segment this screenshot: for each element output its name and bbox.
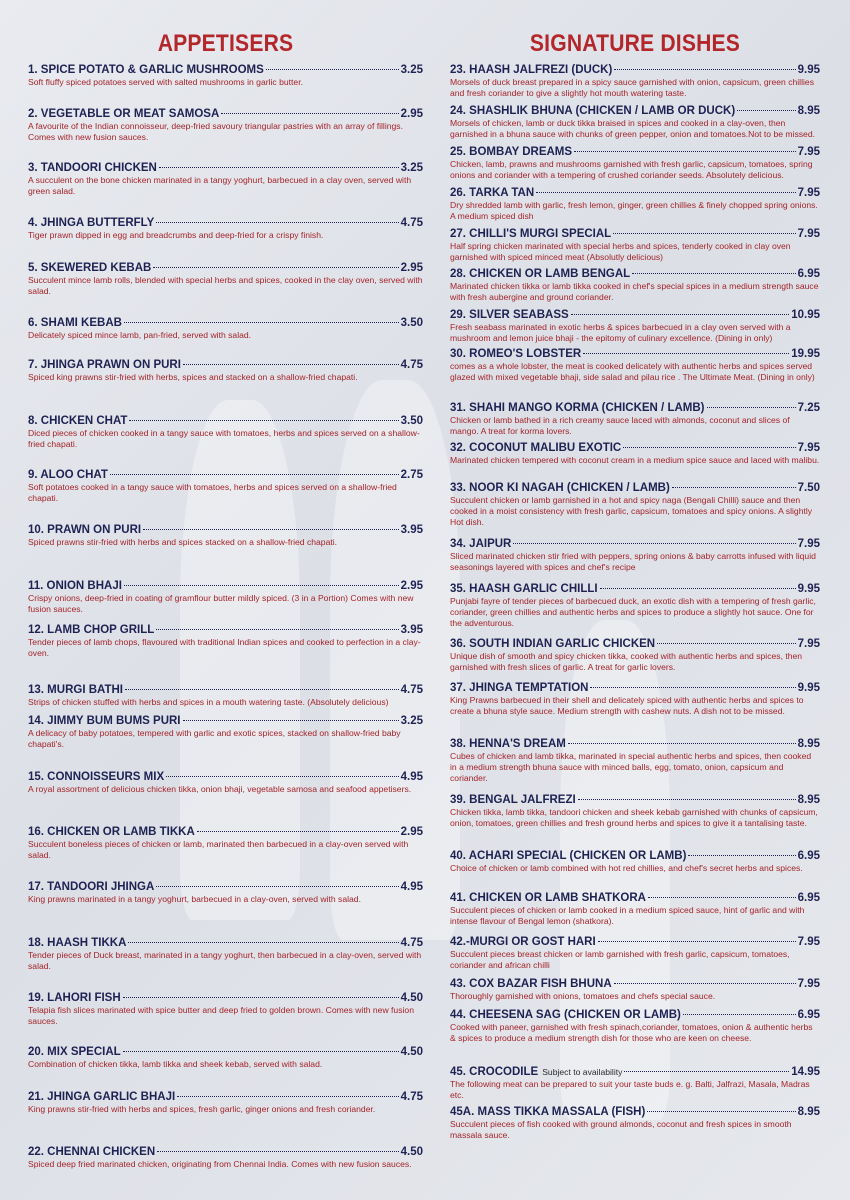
- menu-item-leader-dots: [156, 628, 398, 630]
- menu-item: [450, 105, 820, 140]
- menu-item: [28, 937, 423, 972]
- menu-item-leader-dots: [672, 486, 796, 488]
- menu-item-price: 4.75: [400, 937, 423, 949]
- menu-item: [450, 482, 820, 528]
- menu-item-price: 4.75: [400, 684, 423, 696]
- menu-item-description: Fresh seabass marinated in exotic herbs & spices barbecued in a clay oven served with a mushroom and lemon juice bhaji - the epitomy of culinary excellence. (Dining in only): [450, 322, 791, 343]
- menu-item-name: 3. TANDOORI CHICKEN: [28, 162, 157, 174]
- menu-item-header: [28, 317, 423, 329]
- menu-item-name: 45. CROCODILE: [450, 1066, 539, 1078]
- menu-item-description: Crispy onions, deep-fried in coating of gramflour butter mildly spiced. (3 in a Portion) Comes with new fusion sauces.: [28, 593, 414, 614]
- menu-item-name: 23. HAASH JALFREZI (DUCK): [450, 64, 613, 76]
- menu-item: [28, 108, 423, 143]
- menu-item-price: 8.95: [797, 1106, 820, 1118]
- menu-item-price: 9.95: [797, 682, 820, 694]
- menu-item: [28, 992, 423, 1027]
- menu-item-price: 7.95: [797, 187, 820, 199]
- menu-item: [450, 1106, 820, 1141]
- menu-item-price: 6.95: [797, 268, 820, 280]
- menu-item-header: [450, 936, 820, 948]
- menu-item-price: 4.50: [400, 1046, 423, 1058]
- menu-item-name: 38. HENNA'S DREAM: [450, 738, 566, 750]
- menu-item-leader-dots: [110, 473, 399, 475]
- menu-item: [28, 715, 423, 750]
- menu-item-name: 22. CHENNAI CHICKEN: [28, 1146, 156, 1158]
- menu-item-price: 4.75: [400, 1091, 423, 1103]
- menu-item-name: 31. SHAHI MANGO KORMA (CHICKEN / LAMB): [450, 402, 705, 414]
- menu-item: [450, 348, 820, 383]
- menu-item-leader-dots: [737, 109, 795, 111]
- menu-item: [28, 580, 423, 615]
- menu-item-name: 4. JHINGA BUTTERFLY: [28, 217, 155, 229]
- menu-item-header: [28, 624, 423, 636]
- menu-item-name: 21. JHINGA GARLIC BHAJI: [28, 1091, 176, 1103]
- menu-item-header: [450, 187, 820, 199]
- menu-item-leader-dots: [613, 232, 795, 234]
- menu-item-price: 2.75: [400, 469, 423, 481]
- menu-item-leader-dots: [647, 1110, 795, 1112]
- menu-item-name: 9. ALOO CHAT: [28, 469, 108, 481]
- menu-item-header: [28, 771, 423, 783]
- menu-item-price: 7.95: [797, 978, 820, 990]
- menu-item-description: Spiced king prawns stir-fried with herbs, spices and stacked on a shallow-fried chapati.: [28, 372, 358, 382]
- menu-item-price: 9.95: [797, 583, 820, 595]
- menu-item-leader-dots: [657, 642, 796, 644]
- menu-item-price: 7.95: [797, 638, 820, 650]
- menu-item: [28, 1091, 423, 1115]
- menu-item: [28, 881, 423, 905]
- menu-item-description: Dry shredded lamb with garlic, fresh lemon, ginger, green chillies & finely chopped spring onions. A medium spiced dish: [450, 200, 818, 221]
- menu-item-description: A favourite of the Indian connoisseur, deep-fried savoury triangular pastries with an array of fillings. Comes with new fusion sauces.: [28, 121, 403, 142]
- menu-item-leader-dots: [166, 775, 398, 777]
- menu-item-price: 2.95: [400, 108, 423, 120]
- menu-item-header: [450, 402, 820, 414]
- menu-item-header: [28, 108, 423, 120]
- signature-column: [450, 0, 820, 1140]
- menu-item-header: [450, 794, 820, 806]
- menu-item-description: Cooked with paneer, garnished with fresh spinach,coriander, tomatoes, onion & authentic herbs & spices to produce a medium strength dish for those who are keen on cheese.: [450, 1022, 813, 1043]
- menu-item-header: [28, 1146, 423, 1158]
- menu-item-header: [28, 881, 423, 893]
- menu-item: [450, 309, 820, 344]
- menu-item-leader-dots: [632, 272, 795, 274]
- menu-item-name: 33. NOOR KI NAGAH (CHICKEN / LAMB): [450, 482, 670, 494]
- menu-item-leader-dots: [143, 528, 399, 530]
- menu-item-header: [450, 1066, 820, 1078]
- menu-item-header: [28, 415, 423, 427]
- menu-item-header: [450, 105, 820, 117]
- menu-item-header: [450, 146, 820, 158]
- menu-item-header: [28, 64, 423, 76]
- menu-item-header: [450, 738, 820, 750]
- menu-item-name: 36. SOUTH INDIAN GARLIC CHICKEN: [450, 638, 656, 650]
- menu-item: [450, 936, 820, 971]
- menu-item: [28, 317, 423, 341]
- menu-item-price: 3.25: [400, 715, 423, 727]
- menu-item-name: 29. SILVER SEABASS: [450, 309, 569, 321]
- menu-item-description: Succulent boneless pieces of chicken or lamb, marinated then barbecued in a clay-oven served with salad.: [28, 839, 409, 860]
- menu-item-leader-dots: [125, 688, 399, 690]
- menu-item-name: 24. SHASHLIK BHUNA (CHICKEN / LAMB OR DUCK): [450, 105, 736, 117]
- signature-heading: SIGNATURE DISHES: [529, 30, 741, 57]
- menu-item-name: 37. JHINGA TEMPTATION: [450, 682, 589, 694]
- menu-item-price: 19.95: [791, 348, 820, 360]
- menu-item-leader-dots: [683, 1013, 796, 1015]
- menu-item-header: [28, 826, 423, 838]
- menu-item-description: Succulent pieces of chicken or lamb cooked in a medium spiced sauce, hint of garlic and with intense flavour of Bengal lemon (shatkora).: [450, 905, 805, 926]
- menu-item-header: [28, 1046, 423, 1058]
- menu-item-header: [450, 1009, 820, 1021]
- menu-item-description: Delicately spiced mince lamb, pan-fried, served with salad.: [28, 330, 252, 340]
- menu-item-name: 35. HAASH GARLIC CHILLI: [450, 583, 598, 595]
- menu-item-leader-dots: [128, 941, 398, 943]
- menu-item-header: [450, 892, 820, 904]
- menu-item-header: [28, 684, 423, 696]
- menu-item-price: 7.25: [797, 402, 820, 414]
- menu-item-price: 4.95: [400, 881, 423, 893]
- menu-item: [450, 268, 820, 303]
- menu-item-name: 11. ONION BHAJI: [28, 580, 122, 592]
- menu-item-name: 13. MURGI BATHI: [28, 684, 123, 696]
- menu-item-leader-dots: [197, 830, 399, 832]
- menu-item-price: 6.95: [797, 892, 820, 904]
- menu-item-price: 7.95: [797, 936, 820, 948]
- menu-item-name: 1. SPICE POTATO & GARLIC MUSHROOMS: [28, 64, 264, 76]
- menu-item-header: [28, 469, 423, 481]
- appetisers-column: [28, 0, 423, 1169]
- menu-item-leader-dots: [623, 446, 795, 448]
- menu-item-leader-dots: [157, 1150, 398, 1152]
- menu-item: [450, 583, 820, 629]
- appetisers-heading: APPETISERS: [157, 30, 294, 57]
- menu-item-name: 2. VEGETABLE OR MEAT SAMOSA: [28, 108, 220, 120]
- menu-item-description: Tiger prawn dipped in egg and breadcrumbs and deep-fried for a crispy finish.: [28, 230, 324, 240]
- menu-item-leader-dots: [600, 587, 796, 589]
- menu-item-leader-dots: [513, 542, 795, 544]
- menu-item-leader-dots: [183, 719, 399, 721]
- menu-item-price: 2.95: [400, 262, 423, 274]
- menu-item: [28, 162, 423, 197]
- menu-item: [28, 415, 423, 450]
- menu-item-header: [450, 850, 820, 862]
- menu-item-header: [450, 268, 820, 280]
- menu-item-price: 8.95: [797, 105, 820, 117]
- menu-item-description: Succulent chicken or lamb garnished in a hot and spicy naga (Bengali Chilli) sauce and then cooked in a moist consistency with fresh garlic, capsicum, tomatoes and spicy onions. A slightly Hot dish.: [450, 495, 813, 527]
- menu-item-price: 4.95: [400, 771, 423, 783]
- menu-item-leader-dots: [688, 854, 795, 856]
- menu-item-leader-dots: [124, 584, 399, 586]
- menu-item-name: 20. MIX SPECIAL: [28, 1046, 121, 1058]
- menu-item: [28, 771, 423, 795]
- menu-item: [450, 146, 820, 181]
- menu-item-price: 4.50: [400, 992, 423, 1004]
- menu-item: [28, 684, 423, 708]
- menu-item-description: King Prawns barbecued in their shell and delicately spiced with authentic herbs and spices to create a bhuna style sauce. Medium strength with cashew nuts. A dish not to be missed.: [450, 695, 804, 716]
- menu-item-description: Punjabi fayre of tender pieces of barbecued duck, an exotic dish with a tempering of fresh garlic, coriander, green chillies and authentic herbs and spices to produce a slightly hot sauce. One for the adventurous.: [450, 596, 816, 628]
- menu-item: [28, 826, 423, 861]
- menu-item-description: Half spring chicken marinated with special herbs and spices, tenderly cooked in clay oven garnished with spiced minced meat (Absolutly delicious): [450, 241, 791, 262]
- menu-item-leader-dots: [648, 896, 796, 898]
- menu-item-name: 18. HAASH TIKKA: [28, 937, 127, 949]
- menu-item-name: 12. LAMB CHOP GRILL: [28, 624, 155, 636]
- menu-item-price: 7.95: [797, 146, 820, 158]
- menu-item-name: 39. BENGAL JALFREZI: [450, 794, 576, 806]
- menu-item-name: 14. JIMMY BUM BUMS PURI: [28, 715, 181, 727]
- menu-item-price: 8.95: [797, 794, 820, 806]
- menu-item: [28, 1046, 423, 1070]
- menu-item-name: 15. CONNOISSEURS MIX: [28, 771, 165, 783]
- menu-item-price: 3.50: [400, 415, 423, 427]
- menu-item-description: Diced pieces of chicken cooked in a tangy sauce with tomatoes, herbs and spices served on a shallow-fried chapati.: [28, 428, 420, 449]
- menu-item-header: [28, 524, 423, 536]
- menu-item-name: 6. SHAMI KEBAB: [28, 317, 122, 329]
- menu-item-header: [450, 583, 820, 595]
- menu-item-header: [28, 992, 423, 1004]
- menu-item: [450, 738, 820, 784]
- menu-item-header: [450, 442, 820, 454]
- menu-item-header: [450, 1106, 820, 1118]
- menu-item-price: 2.95: [400, 826, 423, 838]
- menu-item-name: 34. JAIPUR: [450, 538, 512, 550]
- menu-item-price: 3.25: [400, 162, 423, 174]
- menu-item-leader-dots: [266, 68, 399, 70]
- menu-item-header: [28, 1091, 423, 1103]
- menu-item-name: 10. PRAWN ON PURI: [28, 524, 142, 536]
- menu-item-leader-dots: [571, 313, 790, 315]
- menu-item-leader-dots: [568, 742, 796, 744]
- menu-item-header: [28, 715, 423, 727]
- menu-item-leader-dots: [614, 68, 795, 70]
- menu-item: [28, 469, 423, 504]
- menu-item-price: 10.95: [791, 309, 820, 321]
- menu-item: [28, 64, 423, 88]
- menu-item-name: 5. SKEWERED KEBAB: [28, 262, 152, 274]
- menu-item-description: Marinated chicken tikka or lamb tikka cooked in chef's special spices in a medium strength sauce with fresh aubergine and ground coriander.: [450, 281, 819, 302]
- menu-item-description: Chicken or lamb bathed in a rich creamy sauce laced with almonds, coconut and slices of mango. A treat for korma lovers.: [450, 415, 790, 436]
- menu-item-description: A succulent on the bone chicken marinated in a tangy yoghurt, barbecued in a clay oven, served with green salad.: [28, 175, 412, 196]
- menu-item-name: 8. CHICKEN CHAT: [28, 415, 128, 427]
- menu-item: [450, 228, 820, 263]
- menu-item-leader-dots: [156, 885, 398, 887]
- menu-item-note: Subject to availability: [542, 1067, 623, 1077]
- menu-item-description: Succulent mince lamb rolls, blended with special herbs and spices, cooked in the clay oven, served with salad.: [28, 275, 423, 296]
- menu-item-price: 4.75: [400, 359, 423, 371]
- menu-item-description: King prawns stir-fried with herbs and spices, fresh garlic, ginger onions and fresh coriander.: [28, 1104, 376, 1114]
- menu-item-header: [450, 348, 820, 360]
- menu-item-price: 8.95: [797, 738, 820, 750]
- menu-item-name: 30. ROMEO'S LOBSTER: [450, 348, 582, 360]
- menu-item-price: 4.50: [400, 1146, 423, 1158]
- menu-item-price: 9.95: [797, 64, 820, 76]
- menu-item-header: [450, 638, 820, 650]
- menu-item-price: 3.95: [400, 524, 423, 536]
- menu-item-header: [450, 64, 820, 76]
- menu-item: [450, 187, 820, 222]
- menu-item-description: Sliced marinated chicken stir fried with peppers, spring onions & baby carrotts infused with liquid seasonings layered with spices and chef's recipe: [450, 551, 816, 572]
- menu-item-leader-dots: [129, 419, 398, 421]
- menu-item: [450, 978, 820, 1002]
- menu-item-name: 32. COCONUT MALIBU EXOTIC: [450, 442, 622, 454]
- menu-item-description: Chicken, lamb, prawns and mushrooms garnished with fresh garlic, capsicum, tomatoes, spring onions and coriander with a tempering of crushed coriander seeds. Absolutely delicious.: [450, 159, 813, 180]
- menu-item-name: 17. TANDOORI JHINGA: [28, 881, 155, 893]
- menu-item-price: 3.95: [400, 624, 423, 636]
- menu-item-price: 7.95: [797, 442, 820, 454]
- menu-item-leader-dots: [156, 221, 398, 223]
- menu-item-description: Soft fluffy spiced potatoes served with salted mushrooms in garlic butter.: [28, 77, 303, 87]
- menu-item-price: 3.25: [400, 64, 423, 76]
- menu-item-header: [28, 162, 423, 174]
- menu-item-leader-dots: [153, 266, 398, 268]
- menu-item-description: Morsels of duck breast prepared in a spicy sauce garnished with onion, capsicum, green chillies and fresh coriander to give a slightly hot mouth watering taste.: [450, 77, 814, 98]
- menu-item-description: Thoroughly garnished with onions, tomatoes and chefs special sauce.: [450, 991, 716, 1001]
- menu-item: [450, 442, 820, 466]
- menu-item-description: Tender pieces of Duck breast, marinated in a tangy yoghurt, then barbecued in a clay-oven, served with salad.: [28, 950, 422, 971]
- menu-item-leader-dots: [624, 1070, 789, 1072]
- menu-item-name: 41. CHICKEN OR LAMB SHATKORA: [450, 892, 646, 904]
- menu-item-description: Soft potatoes cooked in a tangy sauce with tomatoes, herbs and spices served on a shallow-fried chapati.: [28, 482, 397, 503]
- menu-item: [450, 794, 820, 829]
- menu-item-leader-dots: [574, 150, 796, 152]
- menu-item: [28, 524, 423, 548]
- menu-item-description: Cubes of chicken and lamb tikka, marinated in special authentic herbs and spices, then cooked in a medium strength bhuna sauce with minced balls, egg, tomato, onion, capsicum and coriander.: [450, 751, 812, 783]
- menu-item-leader-dots: [123, 996, 399, 998]
- menu-item-leader-dots: [536, 191, 795, 193]
- menu-item-leader-dots: [583, 352, 789, 354]
- menu-item-name: 16. CHICKEN OR LAMB TIKKA: [28, 826, 195, 838]
- menu-item-leader-dots: [598, 940, 796, 942]
- menu-item-header: [28, 937, 423, 949]
- menu-item-leader-dots: [590, 686, 795, 688]
- menu-item-header: [450, 978, 820, 990]
- menu-item-description: Combination of chicken tikka, lamb tikka and sheek kebab, served with salad.: [28, 1059, 323, 1069]
- menu-item-name: 40. ACHARI SPECIAL (CHICKEN OR LAMB): [450, 850, 687, 862]
- menu-item: [28, 262, 423, 297]
- menu-item-header: [450, 682, 820, 694]
- menu-item: [28, 359, 423, 383]
- menu-item-leader-dots: [123, 1050, 399, 1052]
- menu-item-description: Telapia fish slices marinated with spice butter and deep fried to golden brown. Comes with new fusion sauces.: [28, 1005, 414, 1026]
- menu-item-price: 7.50: [797, 482, 820, 494]
- menu-item-leader-dots: [578, 798, 796, 800]
- menu-item-name: 44. CHEESENA SAG (CHICKEN OR LAMB): [450, 1009, 681, 1021]
- menu-item: [450, 538, 820, 573]
- menu-item-header: [450, 538, 820, 550]
- menu-item-header: [28, 217, 423, 229]
- menu-item: [450, 1066, 820, 1101]
- menu-item: [28, 1146, 423, 1170]
- menu-item-name: 27. CHILLI'S MURGI SPECIAL: [450, 228, 612, 240]
- menu-item-description: Morsels of chicken, lamb or duck tikka braised in spices and cooked in a clay-oven, then garnished in a bhuna sauce with chunks of green pepper, onion and tomatoes.Not to be missed.: [450, 118, 815, 139]
- menu-item-price: 4.75: [400, 217, 423, 229]
- menu-item-name: 7. JHINGA PRAWN ON PURI: [28, 359, 181, 371]
- menu-item-description: Unique dish of smooth and spicy chicken tikka, cooked with authentic herbs and spices, then garnished with fresh slices of garlic. A treat for garlic lovers.: [450, 651, 803, 672]
- menu-item-leader-dots: [159, 166, 399, 168]
- menu-item-description: The following meat can be prepared to suit your taste buds e. g. Balti, Jalfrazi, Masala, Madras etc.: [450, 1079, 810, 1100]
- menu-item: [28, 217, 423, 241]
- menu-item: [450, 682, 820, 717]
- menu-item-name: 45A. MASS TIKKA MASSALA (FISH): [450, 1106, 646, 1118]
- menu-item-price: 6.95: [797, 850, 820, 862]
- menu-item-name: 28. CHICKEN OR LAMB BENGAL: [450, 268, 631, 280]
- menu-item-leader-dots: [183, 363, 399, 365]
- menu-item-leader-dots: [124, 321, 399, 323]
- menu-item: [450, 64, 820, 99]
- menu-item-price: 7.95: [797, 538, 820, 550]
- menu-item-header: [450, 482, 820, 494]
- menu-item-price: 7.95: [797, 228, 820, 240]
- menu-item-description: Spiced prawns stir-fried with herbs and spices stacked on a shallow-fried chapati.: [28, 537, 338, 547]
- menu-item-description: King prawns marinated in a tangy yoghurt, barbecued in a clay-oven, served with salad.: [28, 894, 361, 904]
- menu-item: [28, 624, 423, 659]
- menu-item-description: A royal assortment of delicious chicken tikka, onion bhaji, vegetable samosa and seafood appetisers.: [28, 784, 412, 794]
- menu-item-price: 2.95: [400, 580, 423, 592]
- menu-item-description: Succulent pieces of fish cooked with ground almonds, coconut and fresh spices in smooth massala sauce.: [450, 1119, 792, 1140]
- menu-item-leader-dots: [177, 1095, 398, 1097]
- menu-item-name: 25. BOMBAY DREAMS: [450, 146, 573, 158]
- menu-item-description: Succulent pieces breast chicken or lamb garnished with fresh garlic, capsicum, tomatoes, coriander and african chilli: [450, 949, 790, 970]
- menu-item-header: [28, 262, 423, 274]
- menu-item-description: comes as a whole lobster, the meat is cooked delicately with authentic herbs and spices served glazed with mixed vegetable bhaji, side salad and pilau rice . The Ultimate Meat. (Dining in only): [450, 361, 815, 382]
- menu-item-description: Chicken tikka, lamb tikka, tandoori chicken and sheek kebab garnished with chunks of capsicum, onion, tomatoes, green chillies and fresh ground herbs and spices to give it a tantalising taste.: [450, 807, 818, 828]
- menu-item: [450, 402, 820, 437]
- menu-item: [450, 638, 820, 673]
- menu-item-name: 43. COX BAZAR FISH BHUNA: [450, 978, 612, 990]
- menu-item-description: A delicacy of baby potatoes, tempered with garlic and exotic spices, stacked on shallow-fried baby chapati's.: [28, 728, 401, 749]
- menu-item-header: [450, 228, 820, 240]
- menu-item-description: Strips of chicken stuffed with herbs and spices in a mouth watering taste. (Absolutely delicious): [28, 697, 389, 707]
- menu-item-price: 14.95: [791, 1066, 820, 1078]
- menu-item-leader-dots: [614, 982, 796, 984]
- menu-item-price: 6.95: [797, 1009, 820, 1021]
- menu-item-description: Choice of chicken or lamb combined with hot red chillies, and chef's secret herbs and spices.: [450, 863, 803, 873]
- menu-item-name: 42.-MURGI OR GOST HARI: [450, 936, 596, 948]
- menu-item-name: 19. LAHORI FISH: [28, 992, 121, 1004]
- menu-item-name: 26. TARKA TAN: [450, 187, 535, 199]
- menu-item-description: Spiced deep fried marinated chicken, originating from Chennai India. Comes with new fusion sauces.: [28, 1159, 412, 1169]
- menu-item-price: 3.50: [400, 317, 423, 329]
- menu-item-leader-dots: [707, 406, 796, 408]
- menu-item-description: Tender pieces of lamb chops, flavoured with traditional Indian spices and cooked to perfection in a clay-oven.: [28, 637, 421, 658]
- menu-item-header: [28, 580, 423, 592]
- menu-item-description: Marinated chicken tempered with coconut cream in a medium spice sauce and laced with malibu.: [450, 455, 820, 465]
- menu-item-header: [28, 359, 423, 371]
- menu-item-leader-dots: [221, 112, 398, 114]
- menu-item-header: [450, 309, 820, 321]
- menu-item: [450, 850, 820, 874]
- menu-item: [450, 892, 820, 927]
- menu-item: [450, 1009, 820, 1044]
